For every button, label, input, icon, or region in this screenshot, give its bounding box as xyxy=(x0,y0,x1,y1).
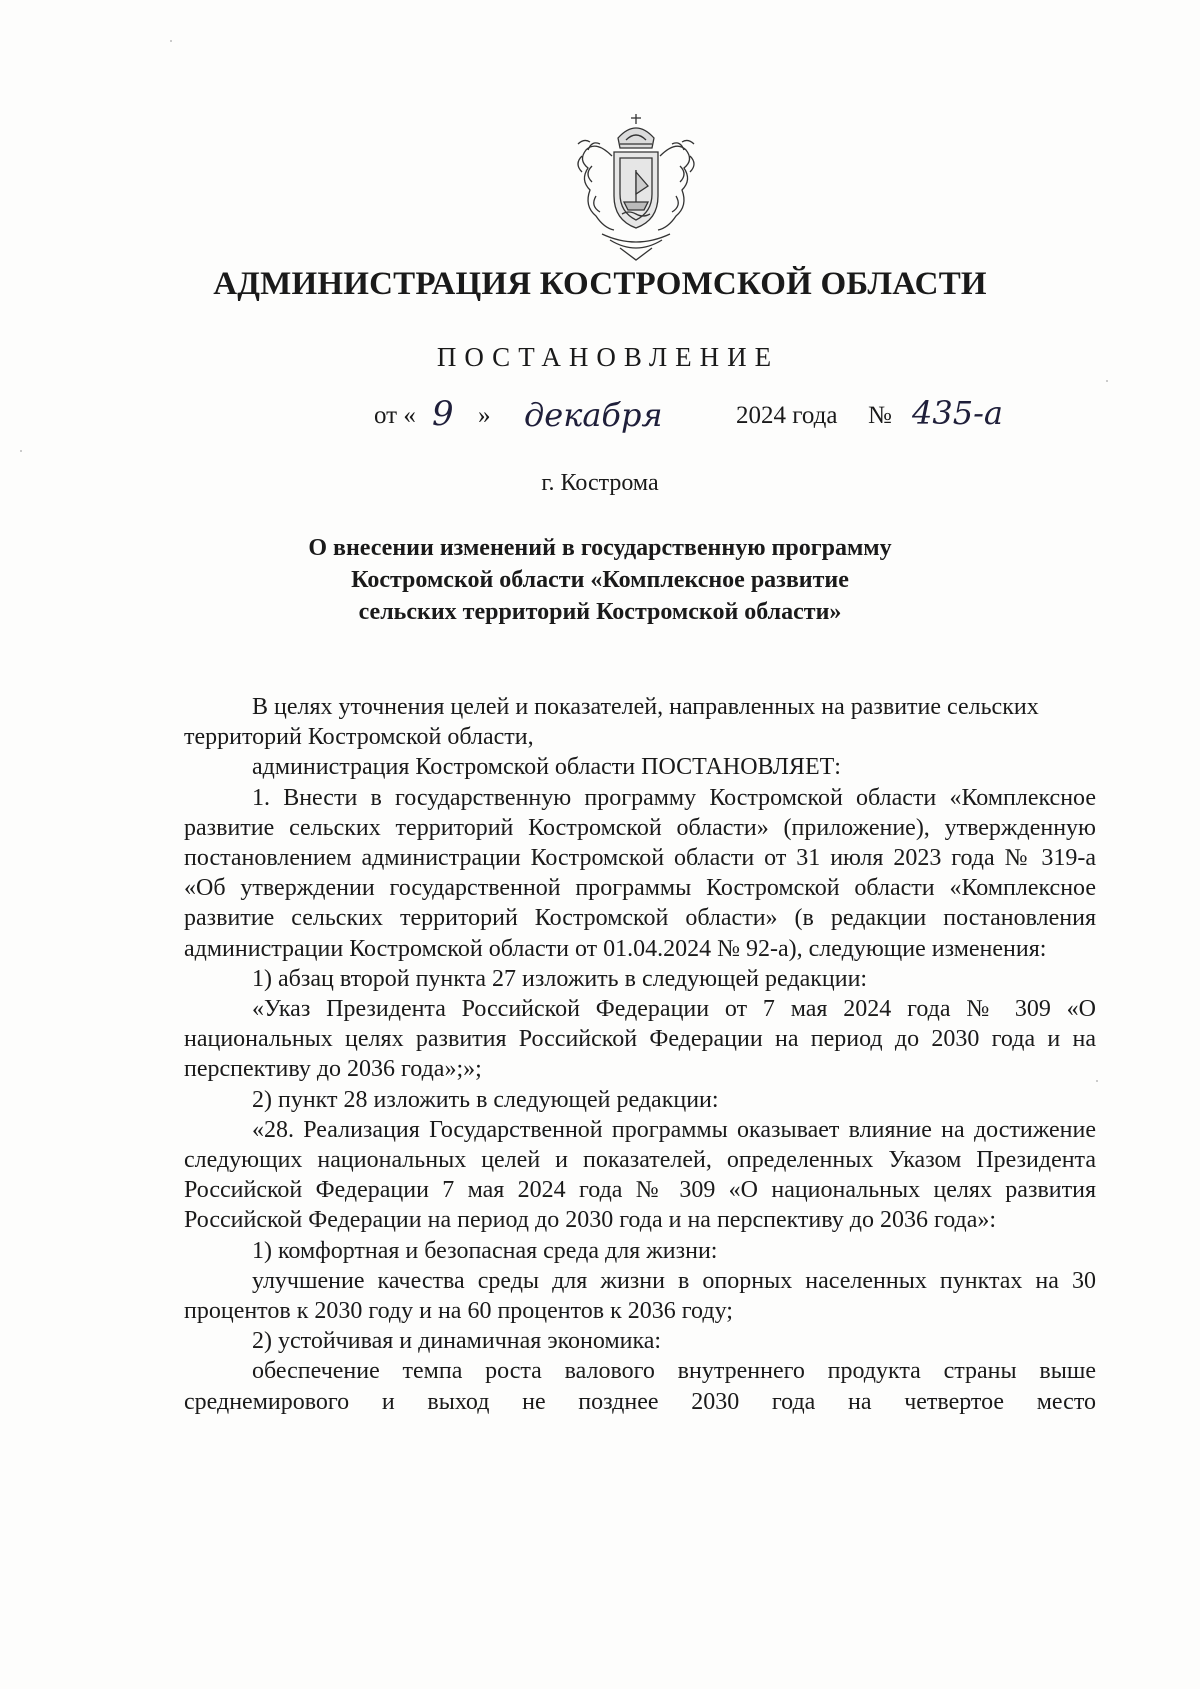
subject-line-1: О внесении изменений в государственную программу xyxy=(308,535,892,561)
paragraph-goal-2-indicator: обеспечение темпа роста валового внутреннего продукта страны выше среднемирового и выход не позднее 2030 года на четвертое место xyxy=(184,1358,1096,1415)
scan-speck xyxy=(170,40,172,42)
paragraph-subitem-2: 2) пункт 28 изложить в следующей редакции: xyxy=(252,1086,719,1113)
paragraph-decree-reference: «Указ Президента Российской Федерации от 7 мая 2024 года № 309 «О национальных целях развития Российской Федерации на период до 2030 года и на перспективу до 2036 года»;»; xyxy=(184,996,1096,1083)
paragraph-purpose: В целях уточнения целей и показателей, направленных на развитие сельских территорий Костромской области, xyxy=(184,694,1039,751)
scan-speck xyxy=(20,450,22,452)
organization-title: АДМИНИСТРАЦИЯ КОСТРОМСКОЙ ОБЛАСТИ xyxy=(213,266,987,302)
handwritten-day: 9 xyxy=(432,394,454,434)
handwritten-number: 435-а xyxy=(912,394,1003,432)
handwritten-month: декабря xyxy=(524,396,663,434)
paragraph-goal-1: 1) комфортная и безопасная среда для жизни: xyxy=(252,1237,718,1264)
date-year: 2024 года xyxy=(736,402,838,429)
coat-of-arms-icon xyxy=(556,104,716,264)
scan-speck xyxy=(1096,1080,1098,1082)
date-line xyxy=(374,394,1074,450)
subject-line-2: Костромской области «Комплексное развитие xyxy=(351,567,849,593)
paragraph-subitem-1: 1) абзац второй пункта 27 изложить в следующей редакции: xyxy=(252,965,868,992)
date-prefix: от « xyxy=(374,402,416,429)
document-body xyxy=(184,692,1096,1417)
scan-speck xyxy=(1106,380,1108,382)
number-sign: № xyxy=(868,402,892,429)
paragraph-item-1: 1. Внести в государственную программу Костромской области «Комплексное развитие сельских территорий Костромской области» (приложение), утвержденную постановлением администрации Костромской области от 31 июля 2023 года № 319-а «Об утверждении государственной программы Костромской области «Комплексное развитие сельских территорий Костромской области» (в редакции постановления администрации Костромской области от 01.04.2024 № 92-а), следующие изменения: xyxy=(184,784,1096,962)
date-quote-close: » xyxy=(478,402,491,429)
city-name: г. Кострома xyxy=(541,470,659,496)
paragraph-goal-1-indicator: улучшение качества среды для жизни в опорных населенных пунктах на 30 процентов к 2030 году и на 60 процентов к 2036 году; xyxy=(184,1267,1096,1325)
paragraph-goal-2: 2) устойчивая и динамичная экономика: xyxy=(252,1328,662,1355)
paragraph-point-28: «28. Реализация Государственной программы оказывает влияние на достижение следующих национальных целей и показателей, определенных Указом Президента Российской Федерации 7 мая 2024 года № 309 «О национальных целях развития Российской Федерации на период до 2030 года и на перспективу до 2036 года»: xyxy=(184,1116,1096,1234)
subject-line-3: сельских территорий Костромской области» xyxy=(358,599,842,625)
document-subject xyxy=(0,532,1200,628)
paragraph-resolves: администрация Костромской области ПОСТАНОВЛЯЕТ: xyxy=(252,754,841,781)
document-type: ПОСТАНОВЛЕНИЕ xyxy=(436,342,780,372)
